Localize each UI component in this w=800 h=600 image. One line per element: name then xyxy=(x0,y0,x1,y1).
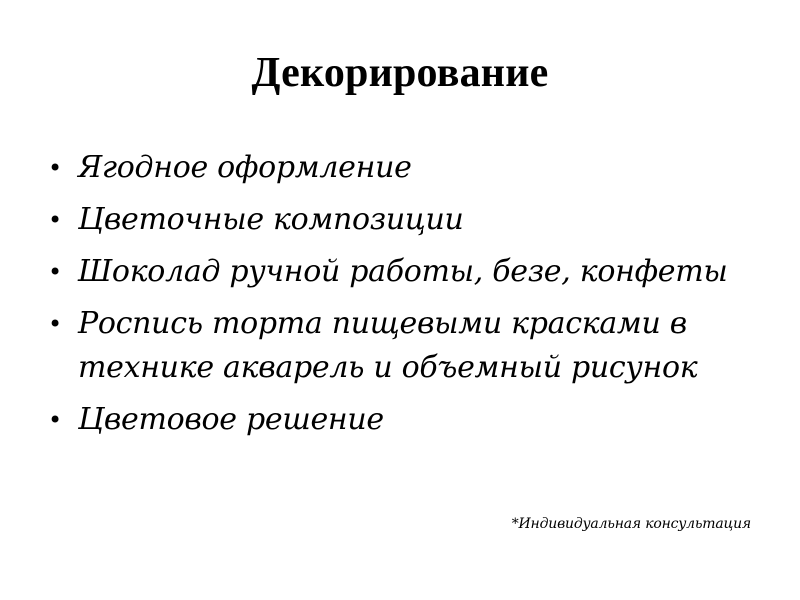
bullet-item-label: Цветочные композиции xyxy=(78,202,464,237)
bullet-item-cake-painting xyxy=(48,302,748,390)
bullet-item-label: Ягодное оформление xyxy=(78,150,412,185)
bullet-item-berry-decoration xyxy=(48,146,748,190)
bullet-item-label: Роспись торта пищевыми красками в технике акварель и объемный рисунок xyxy=(78,306,698,385)
bullet-item-label: Шоколад ручной работы, безе, конфеты xyxy=(78,254,728,289)
bullet-point-icon: • xyxy=(48,154,62,182)
bullet-item-handmade-chocolate xyxy=(48,250,748,294)
bullet-item-label: Цветовое решение xyxy=(78,402,384,437)
footnote: *Индивидуальная консультация xyxy=(511,516,751,532)
bullet-point-icon: • xyxy=(48,310,62,338)
bullet-list xyxy=(48,146,748,450)
slide-title: Декорирование xyxy=(251,50,549,96)
bullet-item-floral-compositions xyxy=(48,198,748,242)
bullet-point-icon: • xyxy=(48,406,62,434)
bullet-item-color-scheme xyxy=(48,398,748,442)
bullet-point-icon: • xyxy=(48,206,62,234)
bullet-point-icon: • xyxy=(48,258,62,286)
